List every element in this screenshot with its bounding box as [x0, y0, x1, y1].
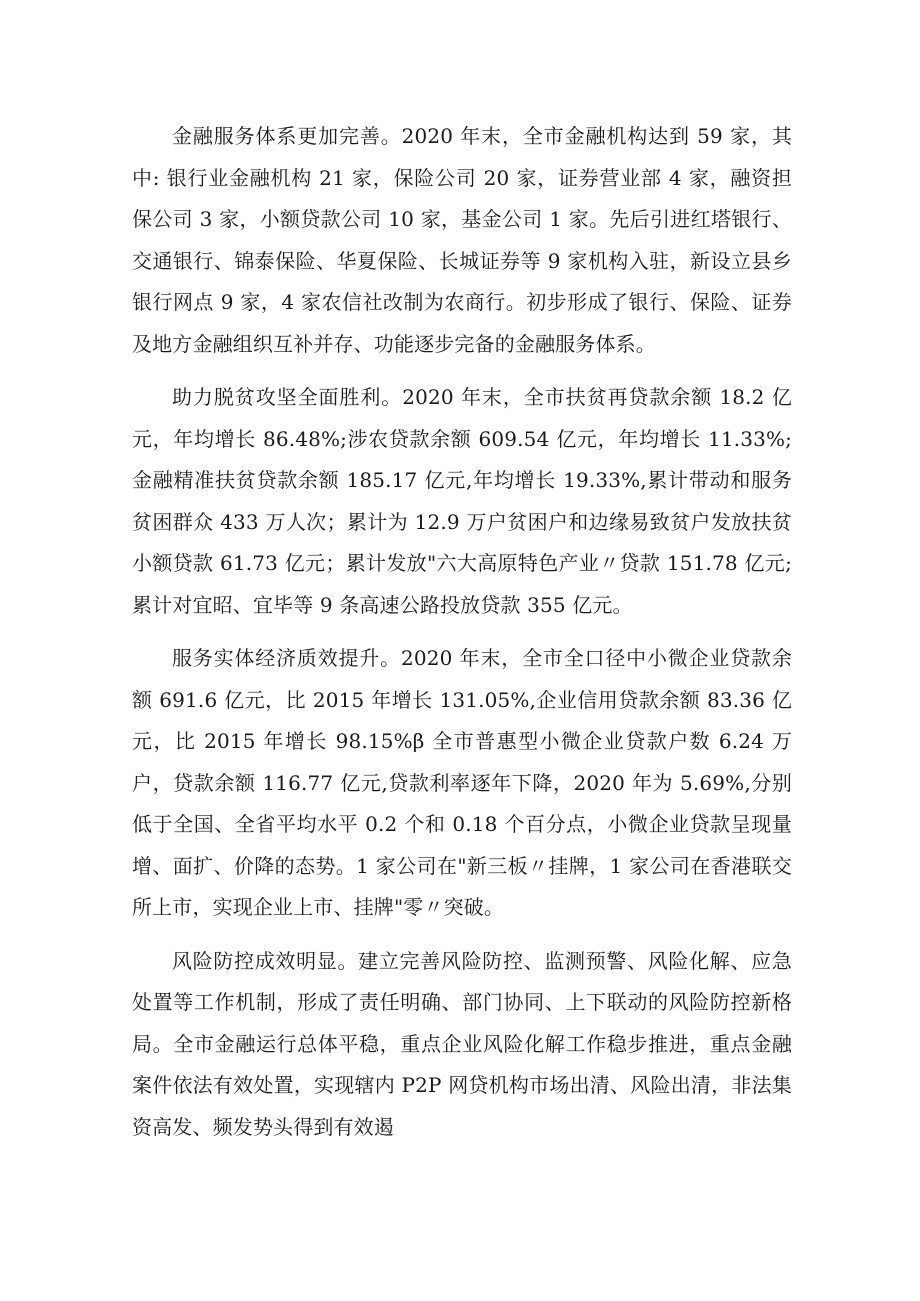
document-body — [132, 116, 792, 1160]
paragraph-risk-control: 风险防控成效明显。建立完善风险防控、监测预警、风险化解、应急处置等工作机制，形成了责任明确、部门协同、上下联动的风险防控新格局。全市金融运行总体平稳，重点企业风险化解工作稳步推进，重点金融案件依法有效处置，实现辖内 P2P 网贷机构市场出清、风险出清，非法集资高发、频发势头得到有效遏 — [132, 948, 792, 1139]
paragraph-financial-system: 金融服务体系更加完善。2020 年末，全市金融机构达到 59 家，其中: 银行业金融机构 21 家，保险公司 20 家，证券营业部 4 家，融资担保公司 3 家，小额贷款公司 10 家，基金公司 1 家。先后引进红塔银行、交通银行、锦泰保险、华夏保险、长城证券等 9 家机构入驻，新设立县乡银行网点 9 家，4 家农信社改制为农商行。初步形成了银行、保险、证券及地方金融组织互补并存、功能逐步完备的金融服务体系。 — [132, 124, 792, 356]
paragraph-poverty-alleviation: 助力脱贫攻坚全面胜利。2020 年末，全市扶贫再贷款余额 18.2 亿元，年均增长 86.48%;涉农贷款余额 609.54 亿元，年均增长 11.33%;金融精准扶贫贷款余额 185.17 亿元,年均增长 19.33%,累计带动和服务贫困群众 433 万人次；累计为 12.9 万户贫困户和边缘易致贫户发放扶贫小额贷款 61.73 亿元；累计发放"六大高原特色产业〃贷款 151.78 亿元;累计对宜昭、宜毕等 9 条高速公路投放贷款 355 亿元。 — [132, 385, 792, 617]
paragraph-real-economy: 服务实体经济质效提升。2020 年末，全市全口径中小微企业贷款余额 691.6 亿元，比 2015 年增长 131.05%,企业信用贷款余额 83.36 亿元，比 2015 年增长 98.15%β 全市普惠型小微企业贷款户数 6.24 万户，贷款余额 116.77 亿元,贷款利率逐年下降，2020 年为 5.69%,分别低于全国、全省平均水平 0.2 个和 0.18 个百分点，小微企业贷款呈现量增、面扩、价降的态势。1 家公司在"新三板〃挂牌，1 家公司在香港联交所上市，实现企业上市、挂牌"零〃突破。 — [132, 646, 792, 919]
